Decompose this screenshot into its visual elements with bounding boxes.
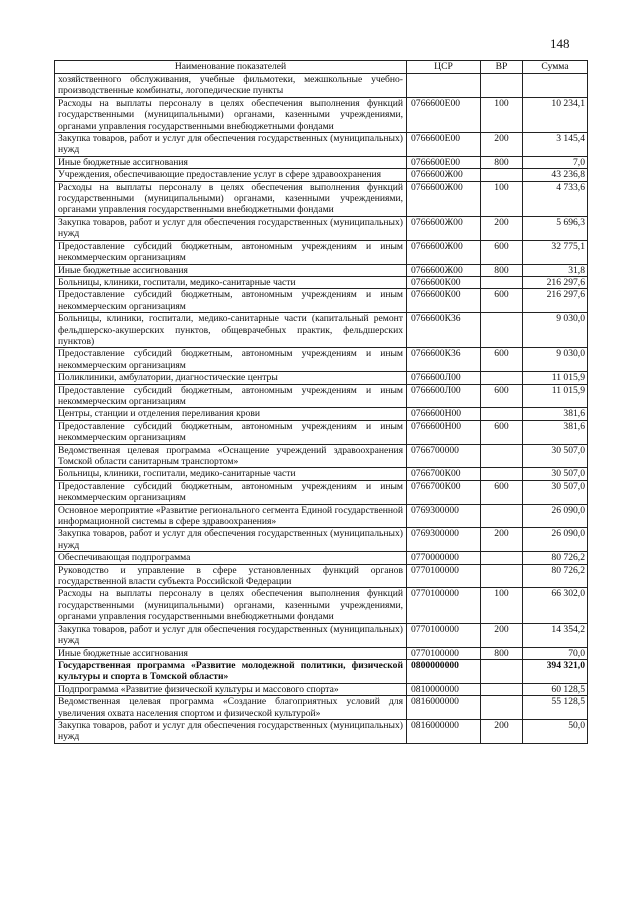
table-row (55, 216, 588, 240)
header-vr: ВР (481, 61, 523, 74)
table-row (55, 133, 588, 157)
row-csr-cell: 0766600Ж00 (407, 240, 481, 264)
row-csr-cell: 0770100000 (407, 564, 481, 588)
row-csr-cell: 0810000000 (407, 683, 481, 695)
row-vr-cell (481, 408, 523, 420)
table-row (55, 313, 588, 348)
table-row (55, 74, 588, 98)
row-name-cell: Иные бюджетные ассигнования (55, 156, 407, 168)
row-sum-cell: 80 726,2 (523, 564, 588, 588)
row-csr-cell: 0766600Л00 (407, 384, 481, 408)
row-vr-cell (481, 659, 523, 683)
row-csr-cell: 0766700000 (407, 444, 481, 468)
page-number: 148 (550, 36, 570, 51)
row-sum-cell: 55 128,5 (523, 696, 588, 720)
row-name-cell: хозяйственного обслуживания, учебные фильмотеки, межшкольные учебно-производственные комбинаты, логопедические пункты (55, 74, 407, 98)
row-vr-cell (481, 372, 523, 384)
table-row (55, 468, 588, 480)
row-sum-cell: 7,0 (523, 156, 588, 168)
row-csr-cell: 0800000000 (407, 659, 481, 683)
table-row (55, 181, 588, 216)
row-csr-cell: 0766600К00 (407, 289, 481, 313)
row-sum-cell: 381,6 (523, 420, 588, 444)
table-row (55, 528, 588, 552)
row-sum-cell: 381,6 (523, 408, 588, 420)
row-csr-cell: 0770100000 (407, 623, 481, 647)
row-sum-cell: 30 507,0 (523, 444, 588, 468)
table-row (55, 372, 588, 384)
table-row (55, 97, 588, 132)
row-sum-cell: 26 090,0 (523, 504, 588, 528)
row-vr-cell (481, 74, 523, 98)
row-sum-cell: 43 236,8 (523, 169, 588, 181)
header-name: Наименование показателей (55, 61, 407, 74)
row-vr-cell: 600 (481, 348, 523, 372)
table-row (55, 647, 588, 659)
row-sum-cell: 4 733,6 (523, 181, 588, 216)
row-sum-cell (523, 74, 588, 98)
row-csr-cell: 0816000000 (407, 719, 481, 743)
row-csr-cell: 0766600К36 (407, 313, 481, 348)
row-vr-cell: 200 (481, 528, 523, 552)
row-csr-cell: 0766700К00 (407, 480, 481, 504)
table-row (55, 384, 588, 408)
row-name-cell: Основное мероприятие «Развитие регионального сегмента Единой государственной информационной системы в сфере здравоохранения» (55, 504, 407, 528)
row-sum-cell: 30 507,0 (523, 480, 588, 504)
table-row (55, 289, 588, 313)
row-name-cell: Расходы на выплаты персоналу в целях обеспечения выполнения функций государственными (муниципальными) органами, казенными учреждениями, органами управления государственными внебюджетными фондами (55, 97, 407, 132)
table-row (55, 683, 588, 695)
row-vr-cell: 800 (481, 647, 523, 659)
table-row (55, 420, 588, 444)
row-sum-cell: 32 775,1 (523, 240, 588, 264)
header-sum: Сумма (523, 61, 588, 74)
row-csr-cell: 0766600Ж00 (407, 169, 481, 181)
row-csr-cell (407, 74, 481, 98)
row-name-cell: Расходы на выплаты персоналу в целях обеспечения выполнения функций государственными (муниципальными) органами, казенными учреждениями, органами управления государственными внебюджетными фондами (55, 181, 407, 216)
row-sum-cell: 9 030,0 (523, 313, 588, 348)
table-row (55, 552, 588, 564)
row-vr-cell: 600 (481, 289, 523, 313)
table-row (55, 588, 588, 623)
row-csr-cell: 0770100000 (407, 588, 481, 623)
row-sum-cell: 30 507,0 (523, 468, 588, 480)
row-vr-cell: 100 (481, 181, 523, 216)
row-vr-cell: 200 (481, 133, 523, 157)
table-row (55, 276, 588, 288)
row-name-cell: Предоставление субсидий бюджетным, автономным учреждениям и иным некоммерческим организациям (55, 480, 407, 504)
row-csr-cell: 0766600Ж00 (407, 181, 481, 216)
row-sum-cell: 26 090,0 (523, 528, 588, 552)
budget-table (54, 60, 588, 744)
row-sum-cell: 216 297,6 (523, 289, 588, 313)
row-vr-cell (481, 564, 523, 588)
row-csr-cell: 0766600К00 (407, 276, 481, 288)
row-name-cell: Больницы, клиники, госпитали, медико-санитарные части (капитальный ремонт фельдшерско-акушерских пунктов, общеврачебных практик, фельдшерских пунктов) (55, 313, 407, 348)
row-sum-cell: 14 354,2 (523, 623, 588, 647)
row-vr-cell: 200 (481, 216, 523, 240)
row-vr-cell: 100 (481, 97, 523, 132)
row-name-cell: Обеспечивающая подпрограмма (55, 552, 407, 564)
row-sum-cell: 50,0 (523, 719, 588, 743)
row-vr-cell: 800 (481, 156, 523, 168)
row-vr-cell (481, 468, 523, 480)
row-name-cell: Иные бюджетные ассигнования (55, 264, 407, 276)
table-row (55, 696, 588, 720)
table-row (55, 623, 588, 647)
row-name-cell: Предоставление субсидий бюджетным, автономным учреждениям и иным некоммерческим организациям (55, 348, 407, 372)
row-vr-cell: 200 (481, 623, 523, 647)
row-sum-cell: 11 015,9 (523, 384, 588, 408)
row-name-cell: Центры, станции и отделения переливания крови (55, 408, 407, 420)
row-name-cell: Больницы, клиники, госпитали, медико-санитарные части (55, 276, 407, 288)
row-csr-cell: 0766600Е00 (407, 133, 481, 157)
table-row (55, 719, 588, 743)
row-csr-cell: 0766600Е00 (407, 97, 481, 132)
row-csr-cell: 0769300000 (407, 528, 481, 552)
row-name-cell: Учреждения, обеспечивающие предоставление услуг в сфере здравоохранения (55, 169, 407, 181)
row-name-cell: Закупка товаров, работ и услуг для обеспечения государственных (муниципальных) нужд (55, 133, 407, 157)
row-vr-cell: 600 (481, 384, 523, 408)
row-vr-cell: 600 (481, 480, 523, 504)
row-vr-cell (481, 444, 523, 468)
row-csr-cell: 0766600Л00 (407, 372, 481, 384)
table-row (55, 408, 588, 420)
row-csr-cell: 0770000000 (407, 552, 481, 564)
row-name-cell: Ведомственная целевая программа «Создание благоприятных условий для увеличения охвата населения спортом и физической культурой» (55, 696, 407, 720)
table-row (55, 504, 588, 528)
row-csr-cell: 0816000000 (407, 696, 481, 720)
row-vr-cell (481, 169, 523, 181)
row-sum-cell: 9 030,0 (523, 348, 588, 372)
row-name-cell: Закупка товаров, работ и услуг для обеспечения государственных (муниципальных) нужд (55, 216, 407, 240)
row-name-cell: Поликлиники, амбулатории, диагностические центры (55, 372, 407, 384)
row-vr-cell (481, 696, 523, 720)
table-row (55, 156, 588, 168)
row-sum-cell: 60 128,5 (523, 683, 588, 695)
row-name-cell: Руководство и управление в сфере установленных функций органов государственной власти субъекта Российской Федерации (55, 564, 407, 588)
table-row (55, 348, 588, 372)
row-sum-cell: 80 726,2 (523, 552, 588, 564)
row-vr-cell: 600 (481, 420, 523, 444)
row-name-cell: Предоставление субсидий бюджетным, автономным учреждениям и иным некоммерческим организациям (55, 289, 407, 313)
row-name-cell: Предоставление субсидий бюджетным, автономным учреждениям и иным некоммерческим организациям (55, 240, 407, 264)
row-vr-cell: 600 (481, 240, 523, 264)
row-sum-cell: 70,0 (523, 647, 588, 659)
table-row (55, 659, 588, 683)
row-vr-cell: 200 (481, 719, 523, 743)
row-csr-cell: 0770100000 (407, 647, 481, 659)
row-sum-cell: 11 015,9 (523, 372, 588, 384)
table-row (55, 444, 588, 468)
table-body (55, 74, 588, 744)
row-vr-cell (481, 552, 523, 564)
row-name-cell: Расходы на выплаты персоналу в целях обеспечения выполнения функций государственными (муниципальными) органами, казенными учреждениями, органами управления государственными внебюджетными фондами (55, 588, 407, 623)
table-row (55, 240, 588, 264)
table-row (55, 564, 588, 588)
row-vr-cell (481, 683, 523, 695)
row-name-cell: Предоставление субсидий бюджетным, автономным учреждениям и иным некоммерческим организациям (55, 420, 407, 444)
row-csr-cell: 0766600Ж00 (407, 216, 481, 240)
row-csr-cell: 0769300000 (407, 504, 481, 528)
row-name-cell: Закупка товаров, работ и услуг для обеспечения государственных (муниципальных) нужд (55, 623, 407, 647)
row-vr-cell: 800 (481, 264, 523, 276)
row-name-cell: Больницы, клиники, госпитали, медико-санитарные части (55, 468, 407, 480)
row-name-cell: Закупка товаров, работ и услуг для обеспечения государственных (муниципальных) нужд (55, 719, 407, 743)
row-sum-cell: 5 696,3 (523, 216, 588, 240)
row-csr-cell: 0766600Е00 (407, 156, 481, 168)
row-vr-cell: 100 (481, 588, 523, 623)
row-sum-cell: 3 145,4 (523, 133, 588, 157)
row-name-cell: Закупка товаров, работ и услуг для обеспечения государственных (муниципальных) нужд (55, 528, 407, 552)
row-csr-cell: 0766700К00 (407, 468, 481, 480)
table-header-row (55, 61, 588, 74)
row-vr-cell (481, 276, 523, 288)
row-sum-cell: 216 297,6 (523, 276, 588, 288)
row-vr-cell (481, 504, 523, 528)
row-name-cell: Иные бюджетные ассигнования (55, 647, 407, 659)
row-sum-cell: 31,8 (523, 264, 588, 276)
row-vr-cell (481, 313, 523, 348)
table-row (55, 264, 588, 276)
table-row (55, 169, 588, 181)
row-name-cell: Подпрограмма «Развитие физической культуры и массового спорта» (55, 683, 407, 695)
row-sum-cell: 10 234,1 (523, 97, 588, 132)
table-row (55, 480, 588, 504)
row-csr-cell: 0766600Н00 (407, 408, 481, 420)
row-name-cell: Государственная программа «Развитие молодежной политики, физической культуры и спорта в Томской области» (55, 659, 407, 683)
row-name-cell: Ведомственная целевая программа «Оснащение учреждений здравоохранения Томской области санитарным транспортом» (55, 444, 407, 468)
row-name-cell: Предоставление субсидий бюджетным, автономным учреждениям и иным некоммерческим организациям (55, 384, 407, 408)
row-csr-cell: 0766600Ж00 (407, 264, 481, 276)
header-csr: ЦСР (407, 61, 481, 74)
row-sum-cell: 66 302,0 (523, 588, 588, 623)
row-sum-cell: 394 321,0 (523, 659, 588, 683)
row-csr-cell: 0766600К36 (407, 348, 481, 372)
row-csr-cell: 0766600Н00 (407, 420, 481, 444)
